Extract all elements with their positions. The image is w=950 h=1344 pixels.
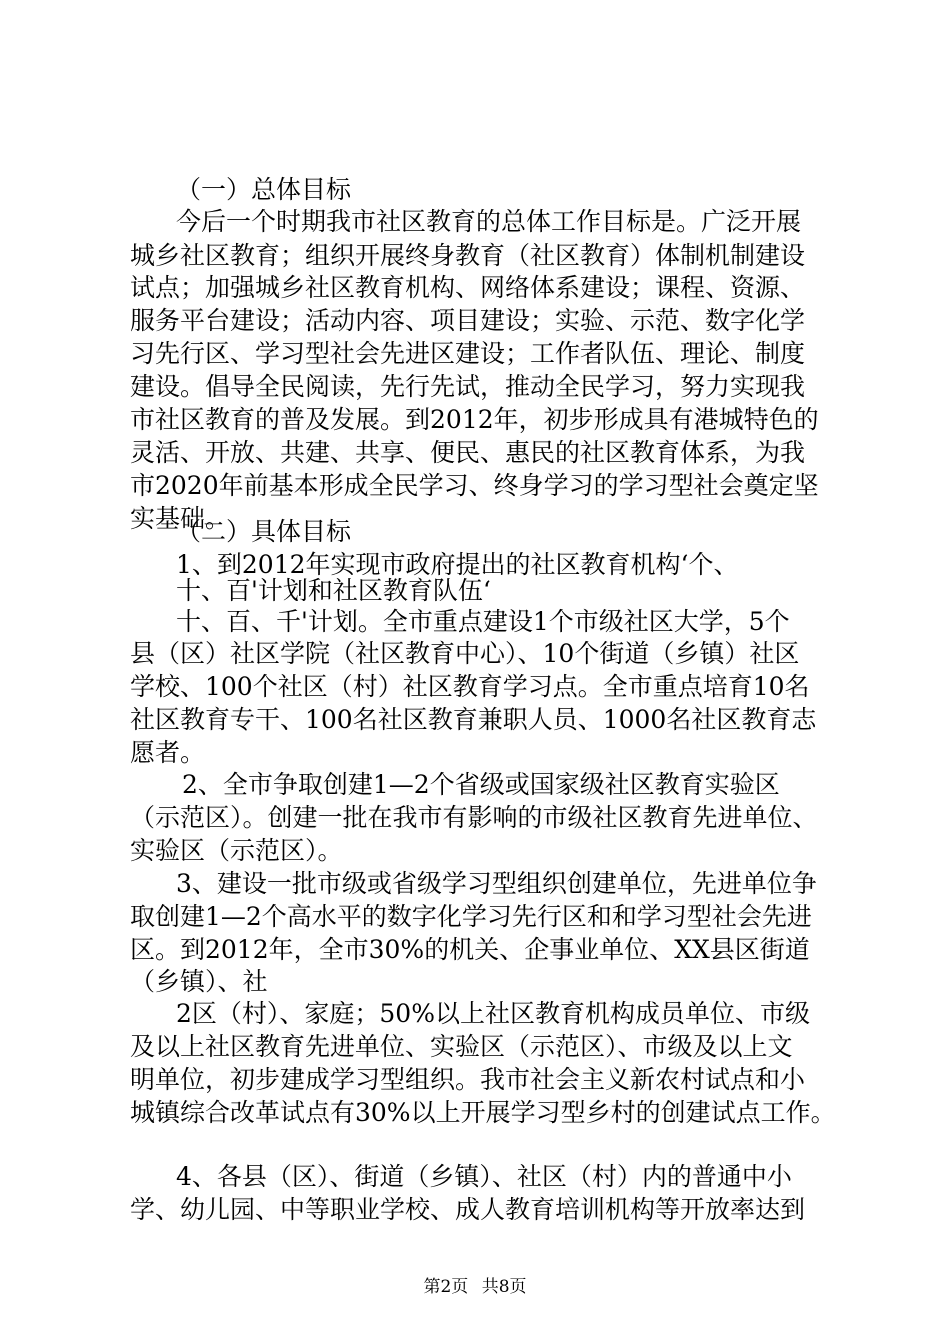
paragraph-line: 学、幼儿园、中等职业学校、成人教育培训机构等开放率达到: [130, 1195, 806, 1224]
page-number: 第2页: [423, 1277, 469, 1297]
paragraph-line: 灵活、开放、共建、共享、便民、惠民的社区教育体系，为我: [130, 438, 806, 467]
section-heading-specific-goals: （二）具体目标: [176, 517, 352, 546]
paragraph-line: 2、全市争取创建1—2个省级或国家级社区教育实验区: [182, 770, 780, 799]
paragraph-line: 区。到2012年，全市30%的机关、企事业单位、XX县区街道: [130, 935, 810, 964]
paragraph-line: （示范区）。创建一批在我市有影响的市级社区教育先进单位、: [130, 803, 818, 832]
paragraph-line: 市2020年前基本形成全民学习、终身学习的学习型社会奠定坚: [130, 471, 819, 500]
paragraph-line: 实基础。: [130, 504, 231, 533]
paragraph-line: 城镇综合改革试点有30%以上开展学习型乡村的创建试点工作。: [130, 1098, 836, 1127]
paragraph-line: 十、百、千'计划。全市重点建设1个市级社区大学，5个: [176, 607, 790, 636]
page-footer: [0, 1276, 950, 1298]
paragraph-line: 试点；加强城乡社区教育机构、网络体系建设；课程、资源、: [130, 273, 806, 302]
paragraph-line: 2区（村）、家庭；50%以上社区教育机构成员单位、市级: [176, 999, 810, 1028]
paragraph-line: 学校、100个社区（村）社区教育学习点。全市重点培育10名: [130, 672, 810, 701]
paragraph-line: 3、建设一批市级或省级学习型组织创建单位，先进单位争: [176, 869, 817, 898]
paragraph-line: 社区教育专干、100名社区教育兼职人员、1000名社区教育志: [130, 705, 817, 734]
paragraph-line: 服务平台建设；活动内容、项目建设；实验、示范、数字化学: [130, 306, 806, 335]
paragraph-line: 1、到2012年实现市政府提出的社区教育机构‘个、: [176, 550, 739, 579]
paragraph-line: 建设。倡导全民阅读，先行先试，推动全民学习，努力实现我: [130, 372, 806, 401]
paragraph-line: 今后一个时期我市社区教育的总体工作目标是。广泛开展: [176, 207, 802, 236]
paragraph-line: 城乡社区教育；组织开展终身教育（社区教育）体制机制建设: [130, 241, 806, 270]
paragraph-line: 及以上社区教育先进单位、实验区（示范区）、市级及以上文: [130, 1032, 793, 1061]
paragraph-line: 实验区（示范区）。: [130, 836, 343, 865]
paragraph-line: 明单位，初步建成学习型组织。我市社会主义新农村试点和小: [130, 1065, 806, 1094]
paragraph-line: （乡镇）、社: [130, 967, 268, 996]
paragraph-line: 市社区教育的普及发展。到2012年，初步形成具有港城特色的: [130, 405, 819, 434]
paragraph-line: 县（区）社区学院（社区教育中心）、10个街道（乡镇）社区: [130, 639, 800, 668]
page-total: 共8页: [481, 1277, 527, 1297]
paragraph-line: 十、百'计划和社区教育队伍‘: [176, 576, 491, 605]
paragraph-line: 愿者。: [130, 738, 206, 767]
paragraph-line: 4、各县（区）、街道（乡镇）、社区（村）内的普通中小: [176, 1162, 792, 1191]
paragraph-line: 习先行区、学习型社会先进区建设；工作者队伍、理论、制度: [130, 339, 806, 368]
section-heading-overall-goal: （一）总体目标: [176, 175, 352, 204]
paragraph-line: 取创建1—2个高水平的数字化学习先行区和和学习型社会先进: [130, 902, 812, 931]
